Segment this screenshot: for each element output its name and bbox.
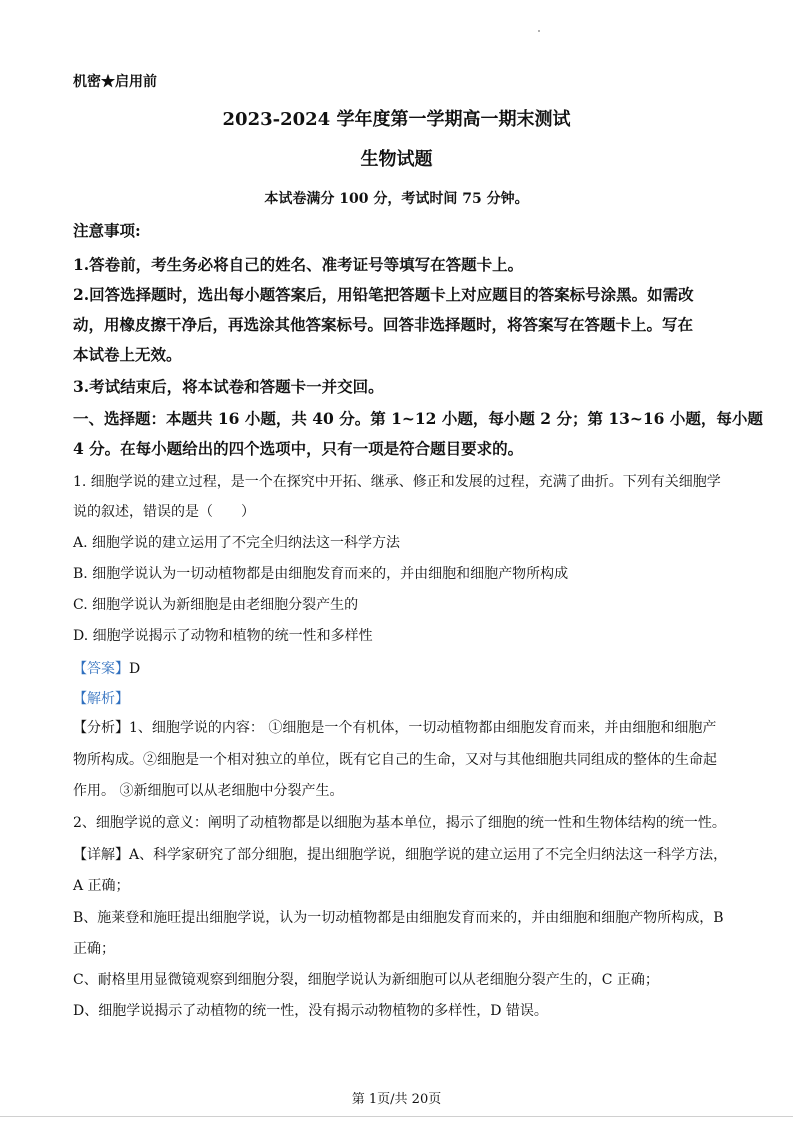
question-stem-cont: 说的叙述，错误的是（ ） [73,504,255,520]
secret-label: 机密★启用前 [73,74,157,90]
analysis-line: 作用。 ③新细胞可以从老细胞中分裂产生。 [73,783,344,799]
page-number: 第 1页/共 20页 [351,1092,442,1107]
option-c: C. 细胞学说认为新细胞是由老细胞分裂产生的 [73,597,359,613]
notice-item-2-cont: 本试卷上无效。 [73,345,182,364]
answer-value: D [129,661,141,677]
analysis-line: 物所构成。②细胞是一个相对独立的单位，既有它自己的生命，又对与其他细胞共同组成的整体的生命起 [73,752,717,768]
detail-line: B、施莱登和施旺提出细胞学说，认为一切动植物都是由细胞发育而来的，并由细胞和细胞产物所构成，B [73,910,724,926]
notice-item-3: 3.考试结束后，将本试卷和答题卡一并交回。 [73,377,384,396]
question-stem: 1. 细胞学说的建立过程，是一个在探究中开拓、继承、修正和发展的过程，充满了曲折。下列有关细胞学 [73,474,721,490]
section-heading-cont: 4 分。在每小题给出的四个选项中，只有一项是符合题目要求的。 [73,439,524,458]
analysis-line: 【分析】1、细胞学说的内容： ①细胞是一个有机体，一切动植物都由细胞发育而来，并由细胞和细胞产 [73,720,717,736]
score-info: 本试卷满分 100 分，考试时间 75 分钟。 [264,191,529,207]
detail-line: 【详解】A、科学家研究了部分细胞，提出细胞学说，细胞学说的建立运用了不完全归纳法这一科学方法， [73,847,728,863]
analysis-line: 2、细胞学说的意义：阐明了动植物都是以细胞为基本单位，揭示了细胞的统一性和生物体结构的统一性。 [73,815,726,831]
analysis-tag: 【解析】 [73,691,129,707]
detail-line: A 正确； [73,878,130,894]
notice-heading: 注意事项: [73,221,141,240]
detail-line: C、耐格里用显微镜观察到细胞分裂，细胞学说认为新细胞可以从老细胞分裂产生的，C 正确； [73,972,659,988]
option-b: B. 细胞学说认为一切动植物都是由细胞发育而来的，并由细胞和细胞产物所构成 [73,566,569,582]
exam-title: 2023-2024 学年度第一学期高一期末测试 [222,109,571,130]
option-d: D. 细胞学说揭示了动物和植物的统一性和多样性 [73,628,373,644]
answer-line [73,660,140,678]
notice-item-1: 1.答卷前，考生务必将自己的姓名、准考证号等填写在答题卡上。 [73,255,524,274]
scan-dot [538,30,540,32]
section-heading: 一、选择题：本题共 16 小题，共 40 分。第 1~12 小题，每小题 2 分；第 13~16 小题，每小题 [73,409,763,428]
detail-line: 正确； [73,941,115,957]
notice-item-2-cont: 动，用橡皮擦干净后，再选涂其他答案标号。回答非选择题时，将答案写在答题卡上。写在 [73,315,694,334]
exam-subtitle: 生物试题 [360,149,433,170]
option-a: A. 细胞学说的建立运用了不完全归纳法这一科学方法 [73,535,401,551]
detail-line: D、细胞学说揭示了动植物的统一性，没有揭示动物植物的多样性，D 错误。 [73,1003,548,1019]
footer-rule [0,1116,793,1117]
answer-tag: 【答案】 [73,661,129,677]
notice-item-2: 2.回答选择题时，选出每小题答案后，用铅笔把答题卡上对应题目的答案标号涂黑。如需改 [73,285,694,304]
